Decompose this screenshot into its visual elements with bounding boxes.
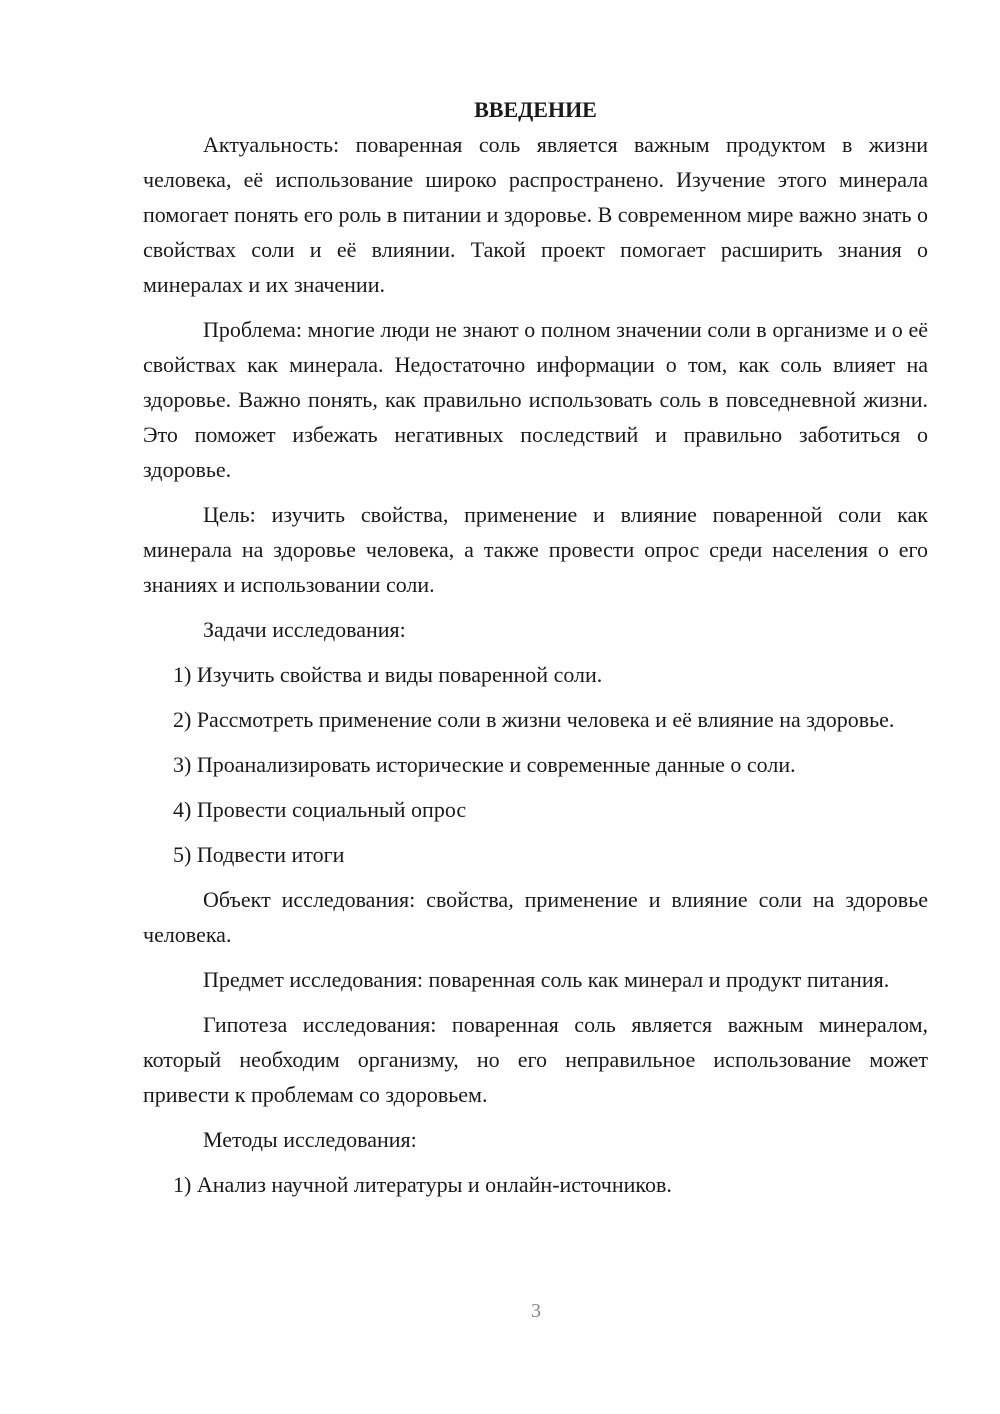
page-title: ВВЕДЕНИЕ [474,97,597,122]
task-item: 4) Провести социальный опрос [173,797,467,822]
object-paragraph: Объект исследования: свойства, применение и влияние соли на здоровье человека. [143,887,928,947]
hypothesis-paragraph: Гипотеза исследования: поваренная соль является важным минералом, который необходим организму, но его неправильное использование может привести к проблемам со здоровьем. [143,1012,928,1107]
task-item: 1) Изучить свойства и виды поваренной соли. [173,662,603,687]
methods-title: Методы исследования: [203,1127,417,1152]
problem-paragraph: Проблема: многие люди не знают о полном значении соли в организме и о её свойствах как минерала. Недостаточно информации о том, как соль влияет на здоровье. Важно понять, как правильно использовать соль в повседневной жизни. Это поможет избежать негативных последствий и правильно заботиться о здоровье. [143,317,928,482]
page-number: 3 [531,1300,541,1322]
subject-paragraph: Предмет исследования: поваренная соль как минерал и продукт питания. [203,967,890,992]
goal-paragraph: Цель: изучить свойства, применение и влияние поваренной соли как минерала на здоровье человека, а также провести опрос среди населения о его знаниях и использовании соли. [143,502,928,597]
task-item: 2) Рассмотреть применение соли в жизни человека и её влияние на здоровье. [173,707,895,732]
task-item: 3) Проанализировать исторические и современные данные о соли. [173,752,796,777]
relevance-paragraph: Актуальность: поваренная соль является важным продуктом в жизни человека, её использование широко распространено. Изучение этого минерала помогает понять его роль в питании и здоровье. В современном мире важно знать о свойствах соли и её влиянии. Такой проект помогает расширить знания о минералах и их значении. [143,132,928,297]
tasks-title: Задачи исследования: [203,617,406,642]
method-item: 1) Анализ научной литературы и онлайн-источников. [173,1172,672,1197]
document-page [143,92,928,1212]
task-item: 5) Подвести итоги [173,842,345,867]
